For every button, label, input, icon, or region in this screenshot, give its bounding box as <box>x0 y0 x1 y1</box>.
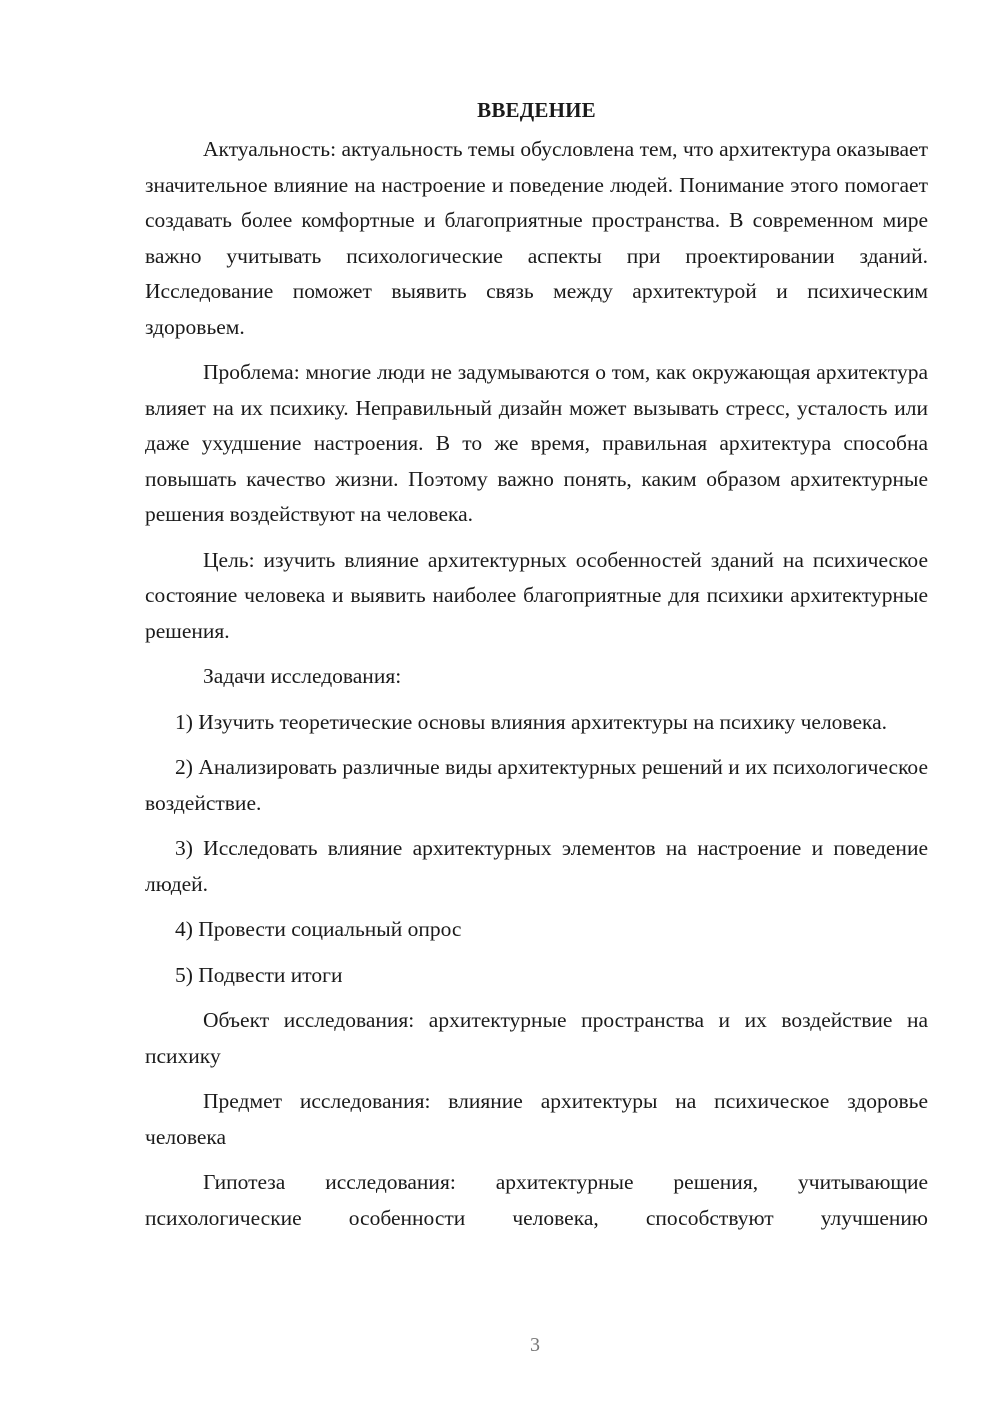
paragraph-problem: Проблема: многие люди не задумываются о том, как окружающая архитектура влияет на их психику. Неправильный дизайн может вызывать стресс, усталость или даже ухудшение настроения. В то же время, правильная архитектура способна повышать качество жизни. Поэтому важно понять, каким образом архитектурные решения воздействуют на человека. <box>145 360 928 526</box>
document-page <box>145 92 928 1236</box>
paragraph-goal: Цель: изучить влияние архитектурных особенностей зданий на психическое состояние человека и выявить наиболее благоприятные для психики архитектурные решения. <box>145 547 928 643</box>
paragraph-hypothesis: Гипотеза исследования: архитектурные решения, учитывающие психологические особенности человека, способствуют улучшению <box>145 1170 928 1230</box>
paragraph-subject: Предмет исследования: влияние архитектуры на психическое здоровье человека <box>145 1089 928 1149</box>
task-item-4: 4) Провести социальный опрос <box>175 917 462 941</box>
task-item-3: 3) Исследовать влияние архитектурных элементов на настроение и поведение людей. <box>145 836 928 896</box>
paragraph-relevance: Актуальность: актуальность темы обусловлена тем, что архитектура оказывает значительное влияние на настроение и поведение людей. Понимание этого помогает создавать более комфортные и благоприятные пространства. В современном мире важно учитывать психологические аспекты при проектировании зданий. Исследование поможет выявить связь между архитектурой и психическим здоровьем. <box>145 137 928 339</box>
paragraph-object: Объект исследования: архитектурные пространства и их воздействие на психику <box>145 1008 928 1068</box>
task-item-5: 5) Подвести итоги <box>175 962 343 987</box>
task-item-2: 2) Анализировать различные виды архитектурных решений и их психологическое воздействие. <box>145 755 928 815</box>
section-title: ВВЕДЕНИЕ <box>477 98 596 122</box>
paragraph-tasks-heading: Задачи исследования: <box>203 664 402 688</box>
page-number: 3 <box>530 1334 540 1356</box>
task-item-1: 1) Изучить теоретические основы влияния архитектуры на психику человека. <box>175 709 888 734</box>
